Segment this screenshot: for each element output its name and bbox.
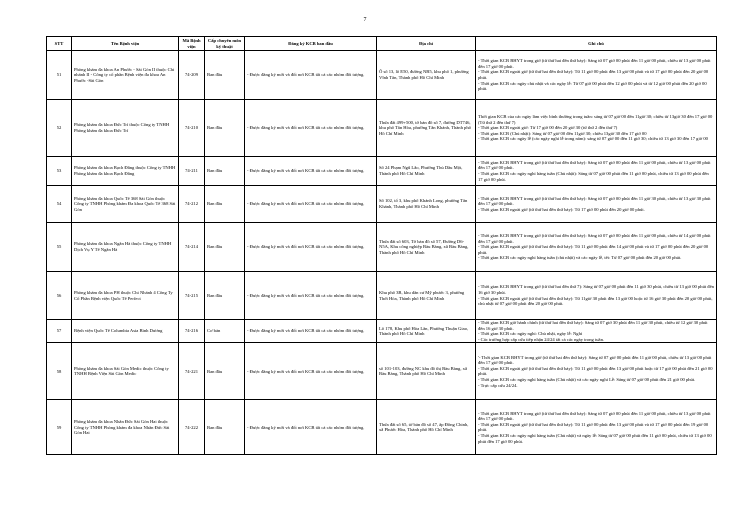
register-cell: - Được đăng ký mới và đổi nơi KCB tất cả các nhóm đối tượng. [245,223,377,272]
table-row [47,272,717,320]
note-line: - Thời gian KCB các ngày nghỉ hàng tuần (chủ nhật) và các ngày lễ, tết: Từ 07 giờ 00 phút đến 20 giờ 00 phút. [478,255,682,261]
note-line: - Thời gian KCB các ngày chủ nhật và các ngày lễ: Từ 07 giờ 00 phút đến 12 giờ 00 phút và từ 12 giờ 00 phút đến 20 giờ 00 phút. [478,80,707,92]
level-cell: Ban đầu [205,157,245,186]
note-cell [476,186,717,223]
table-row [47,320,717,343]
note-cell [476,400,717,455]
header-level: Cấp chuyên môn kỹ thuật [205,37,245,51]
note-cell [476,157,717,186]
code-cell: 74-211 [179,157,205,186]
note-cell [476,223,717,272]
name-cell: Phòng khám đa khoa An Phước - Sài Gòn II thuộc Chi nhánh II - Công ty cổ phần Bệnh viện đa khoa An Phước -Sài Gòn [72,51,179,100]
code-cell: 74-209 [179,51,205,100]
stt-cell: 59 [47,400,72,455]
stt-cell: 53 [47,157,72,186]
address-cell: Thửa đất 499+500, tờ bản đồ số 7, đường DT746, khu phố Tân Hòa, phường Tân Khánh, Thành phố Hồ Chí Minh [377,100,476,157]
address-cell: Lô 178, Khu phố Hòa Lân, Phường Thuận Giao, Thành phố Hồ Chí Minh [377,320,476,343]
code-cell: 74-214 [179,223,205,272]
name-cell: Bệnh viện Quốc Tế Columbia Asia Bình Dương [72,320,179,343]
note-line: - Thời gian KCB các ngày lễ (các ngày nghỉ lễ trong năm): sáng từ 07 giờ 00 đến 11 giờ 30; chiều từ 13 giờ 30 đến 17 giờ 00 [478,136,708,142]
register-cell: - Được đăng ký mới và đổi nơi KCB tất cả các nhóm đối tượng. [245,51,377,100]
note-cell [476,272,717,320]
header-row [47,37,717,51]
note-line: - Thời gian KCB ngoài giờ (từ thứ hai đến thứ bảy): Từ 11 giờ 00 phút đến 14 giờ 00 phút và từ 17 giờ 00 phút đến 20 giờ 00 phút. [478,244,709,255]
note-line: - Thời gian KCB giờ hành chính (từ thứ hai đến thứ bảy): Sáng từ 07 giờ 30 phút đến 11 giờ 30 phút, chiều từ 12 giờ 30 phút đến 16 giờ 30 phút. [478,320,708,331]
header-stt: STT [47,37,72,51]
stt-cell: 52 [47,100,72,157]
register-cell: - Được đăng ký mới và đổi nơi KCB tất cả các nhóm đối tượng. [245,272,377,320]
register-cell: - Được đăng ký mới và đổi nơi KCB tất cả các nhóm đối tượng. [245,157,377,186]
name-cell: Phòng khám đa khoa Bạch Đằng thuộc Công ty TNHH Phòng khám đa khoa Bạch Đằng [72,157,179,186]
note-line: - Thời gian KCB BHYT trong giờ (từ thứ hai đến thứ bảy): Sáng từ 07 giờ 00 phút đến 11 giờ 30 phút, chiều từ 13 giờ 30 phút đến 17 giờ 00 phút. [478,195,711,207]
header-code: Mã Bệnh viện [179,37,205,51]
name-cell: Phòng khám đa khoa PH thuộc Chi Nhánh 4 Công Ty Cổ Phần Bệnh viện Quốc Tế Perfect [72,272,179,320]
header-register: Đăng ký KCB ban đầu [245,37,377,51]
stt-cell: 55 [47,223,72,272]
note-line: - Thời gian KCB BHYT trong giờ (từ thứ hai đến thứ bảy): Sáng từ 07 giờ 00 phút đến 11 giờ 00 phút, chiều từ 13 giờ 00 phút đến 17 giờ 00 phút. [478,58,711,69]
stt-cell: 51 [47,51,72,100]
address-cell: Thửa đất số 65, tờ bản đồ số 47, ấp Đồng Chinh, xã Phước Hòa, Thành phố Hồ Chí Minh [377,400,476,455]
table-row [47,100,717,157]
table-row [47,400,717,455]
stt-cell: 56 [47,272,72,320]
note-line: - Thời gian KCB ngoài giờ (từ thứ hai đến thứ bảy): Từ 11 giờ 00 phút đến 13 giờ 00 phút và từ 17 giờ 00 phút đến 20 giờ 00 phút. [478,69,709,80]
code-cell: 74-221 [179,343,205,400]
name-cell: Phòng khám đa khoa Ngân Hà thuộc Công ty TNHH Dịch Vụ Y Tế Ngân Hà [72,223,179,272]
code-cell: 74-210 [179,100,205,157]
code-cell: 74-215 [179,272,205,320]
address-cell: Ô số 13, lô E50, đường NB5, khu phố 1, phường Vĩnh Tân, Thành phố Hồ Chí Minh [377,51,476,100]
header-name: Tên Bệnh viện [72,37,179,51]
level-cell: Ban đầu [205,186,245,223]
note-line: - Thời gian KCB BHYT trong giờ (từ thứ hai đến thứ bảy): Sáng từ 07 giờ 00 phút đến 11 giờ 00 phút, chiều từ 13 giờ 00 phút đến 17 giờ 00 phút. [478,410,711,422]
note-line: - Thời gian KCB các ngày nghỉ hàng tuần (Chủ nhật): Sáng từ 07 giờ 00 phút đến 11 giờ 00 phút, chiều từ 13 giờ 00 phút đến 17 giờ 00 phút. [478,171,709,182]
name-cell: Phòng khám đa khoa Quốc Tế 368 Sài Gòn thuộc Công ty TNHH Phòng khám Đa khoa Quốc Tế 368 Sài Gòn [72,186,179,223]
code-cell: 74-216 [179,320,205,343]
code-cell: 74-222 [179,400,205,455]
level-cell: Ban đầu [205,400,245,455]
header-address: Địa chỉ [377,37,476,51]
note-line: - Thời gian KCB ngoài giờ (từ thứ hai đến thứ bảy): Từ 17 giờ 00 phút đến 20 giờ 00 phút. [478,206,645,212]
note-line: - Thời gian KCB BHYT trong giờ (từ thứ hai đến thứ 7): Sáng từ 07 giờ 00 phút đến 11 giờ 30 phút, chiều từ 13 giờ 00 phút đến 16 giờ 30 phút. [478,284,714,295]
note-line: - Thời gian KCB ngoài giờ: Từ 17 giờ 00 đến 20 giờ 30 (từ thứ 2 đến thứ 7) [478,125,618,131]
table-row [47,186,717,223]
register-cell: - Được đăng ký mới và đổi nơi KCB tất cả các nhóm đối tượng. [245,186,377,223]
address-cell: Số 102, tổ 3, khu phố Khánh Long, phường Tân Khánh, Thành phố Hồ Chí Minh [377,186,476,223]
note-line: - Thời gian KCB các ngày nghỉ hàng tuần (Chủ nhật) và các ngày nghỉ Lễ: Sáng từ 07 giờ 00 phút đến 21 giờ 00 phút. [478,376,696,382]
level-cell: Ban đầu [205,100,245,157]
register-cell: - Được đăng ký mới và đổi nơi KCB tất cả các nhóm đối tượng. [245,320,377,343]
stt-cell: 54 [47,186,72,223]
note-line: - Thời gian KCB các ngày nghỉ hàng tuần (Chủ nhật) và ngày lễ: Sáng từ 07 giờ 00 phút đến 11 giờ 00 phút, chiều từ 13 giờ 00 phút đến 17 giờ 00 phút. [478,432,712,444]
note-line: - Thời gian KCB BHYT trong giờ (từ thứ hai đến thứ bảy): Sáng từ 07 giờ 00 phút đến 11 giờ 00 phút, chiều từ 13 giờ 00 phút đến 17 giờ 00 phút. [478,159,711,171]
address-cell: Thửa đất số 603, Tờ bản đồ số 57, Đường D6-N5A, Khu công nghiệp Bàu Bàng, xã Bàu Bàng, Thành phố Hồ Chí Minh [377,223,476,272]
address-cell: số 101-103, đường NC khu đô thị Bàu Bàng, xã Bàu Bàng, Thành phố Hồ Chí Minh [377,343,476,400]
note-line: - Thời gian KCB ngoài giờ (từ thứ hai đến thứ bảy): Từ 11giờ 30 phút đến 13 giờ 00 hoặc từ 16 giờ 30 phút đến 20 giờ 00 phút, chủ nhật từ 07 giờ 00 phút đến 20 giờ 00 phút. [478,295,713,307]
note-line: - Trực cấp cứu 24/24. [478,382,518,388]
table-row [47,343,717,400]
note-line: - Thời gian KCB ngoài giờ (từ thứ hai đến thứ bảy): Từ 11 giờ 00 phút đến 13 giờ 00 phút và từ 17 giờ 00 phút đến 19 giờ 00 phút. [478,421,709,433]
register-cell: - Được đăng ký mới và đổi nơi KCB tất cả các nhóm đối tượng. [245,400,377,455]
level-cell: Ban đầu [205,51,245,100]
note-cell [476,51,717,100]
register-cell: - Được đăng ký mới và đổi nơi KCB tất cả các nhóm đối tượng. [245,100,377,157]
note-line: Thời gian KCB của các ngày làm việc bình thường trong tuần: sáng từ 07 giờ 00 đến 11giờ 30; chiều từ 13giờ 30 đến 17 giờ 00 (Từ thứ 2 đến thứ 7) [478,114,713,125]
note-line: - Thời gian KCB ngoài giờ (từ thứ hai đến thứ bảy): Từ 11 giờ 00 phút đến 13 giờ 00 phút hoặc từ 17 giờ 00 phút đến 21 giờ 00 phút. [478,365,713,377]
name-cell: Phòng khám đa khoa Nhân Đức Sài Gòn Hai thuộc Công ty TNHH Phòng khám đa khoa Nhân Đức Sài Gòn Hai [72,400,179,455]
table-row [47,157,717,186]
address-cell: Khu phố 3B, khu dân cư Mỹ phước 3, phường Thới Hòa, Thành phố Hồ Chí Minh [377,272,476,320]
level-cell: Cơ bản [205,320,245,343]
hospital-table [46,36,717,455]
note-line: - Thời gian KCB các ngày nghỉ: Chủ nhật, ngày lễ: Nghỉ [478,331,583,337]
register-cell: - Được đăng ký mới và đổi nơi KCB tất cả các nhóm đối tượng. [245,343,377,400]
header-note: Ghi chú [476,37,717,51]
note-line: '- Thời gian KCB BHYT trong giờ (từ thứ hai đến thứ bảy): Sáng từ 07 giờ 00 phút đến 11 giờ 00 phút, chiều từ 13 giờ 00 phút đến 17 giờ 00 phút. [478,354,712,366]
note-line: - Thời gian KCB (Chủ nhật): Sáng từ 07 giờ 00 đến 11giờ 30; chiều 13giờ 30 đến 17 giờ 00 [478,130,647,136]
code-cell: 74-212 [179,186,205,223]
level-cell: Ban đầu [205,343,245,400]
level-cell: Ban đầu [205,272,245,320]
note-line: - Các trường hợp cấp cứu tiếp nhận 24/24 tất cả các ngày trong tuần. [478,336,605,342]
name-cell: Phòng khám đa khoa Sài Gòn Medic thuộc Công ty TNHH Bệnh Viện Sài Gòn Medic [72,343,179,400]
name-cell: Phòng khám đa khoa Đức Trí thuộc Công ty TNHH Phòng khám đa khoa Đức Trí [72,100,179,157]
stt-cell: 57 [47,320,72,343]
note-cell [476,343,717,400]
note-cell [476,100,717,157]
note-cell [476,320,717,343]
page-number: 7 [363,17,367,23]
table-row [47,223,717,272]
address-cell: Số 24 Phạm Ngũ Lão, Phường Thủ Dầu Một, Thành phố Hồ Chí Minh [377,157,476,186]
note-line: - Thời gian KCB BHYT trong giờ (từ thứ hai đến thứ bảy): Sáng từ 07 giờ 00 phút đến 11 giờ 00 phút, chiều từ 14 giờ 00 phút đến 17 giờ 00 phút. [478,233,711,244]
stt-cell: 58 [47,343,72,400]
level-cell: Ban đầu [205,223,245,272]
table-row [47,51,717,100]
